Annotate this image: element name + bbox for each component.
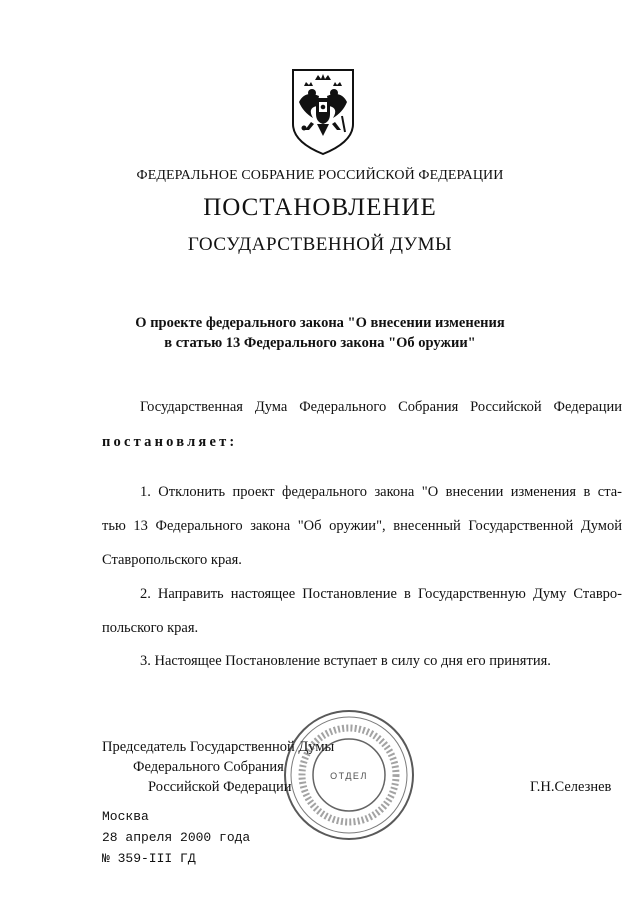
- subject-line-2: в статью 13 Федерального закона "Об оружии": [164, 335, 476, 351]
- stamp-center-text: ОТДЕЛ: [330, 771, 368, 781]
- document-subtitle: ГОСУДАРСТВЕННОЙ ДУМЫ: [187, 234, 453, 255]
- preamble: Государственная Дума Федерального Собрания Российской Федерации: [140, 399, 622, 415]
- item-1-line-1: 1. Отклонить проект федерального закона "О внесении изменения в ста-: [140, 484, 622, 500]
- document-number: № 359-III ГД: [102, 851, 196, 866]
- item-2-line-2: польского края.: [102, 620, 199, 636]
- date: 28 апреля 2000 года: [102, 830, 251, 845]
- item-2-line-1: 2. Направить настоящее Постановление в Государственную Думу Ставро-: [140, 586, 622, 602]
- russian-coat-of-arms-icon: [287, 66, 359, 158]
- signature-title-line-1: Председатель Государственной Думы: [102, 739, 335, 755]
- round-seal-stamp-icon: [282, 708, 416, 842]
- item-3-line-1: 3. Настоящее Постановление вступает в силу со дня его принятия.: [140, 653, 551, 669]
- item-1-line-3: Ставропольского края.: [102, 552, 242, 568]
- item-1-line-2: тью 13 Федерального закона "Об оружии", внесенный Государственной Думой: [102, 518, 622, 534]
- signature-title-line-3: Российской Федерации: [148, 779, 292, 795]
- organization-name: ФЕДЕРАЛЬНОЕ СОБРАНИЕ РОССИЙСКОЙ ФЕДЕРАЦИИ: [136, 168, 504, 183]
- resolves-word: постановляет:: [102, 434, 238, 450]
- subject-line-1: О проекте федерального закона "О внесении изменения: [135, 315, 505, 331]
- city: Москва: [102, 809, 149, 824]
- document-title: ПОСТАНОВЛЕНИЕ: [203, 194, 437, 221]
- document-subject: [0, 313, 640, 353]
- signature-title-line-2: Федерального Собрания: [133, 759, 284, 775]
- signatory-name: Г.Н.Селезнев: [530, 779, 612, 795]
